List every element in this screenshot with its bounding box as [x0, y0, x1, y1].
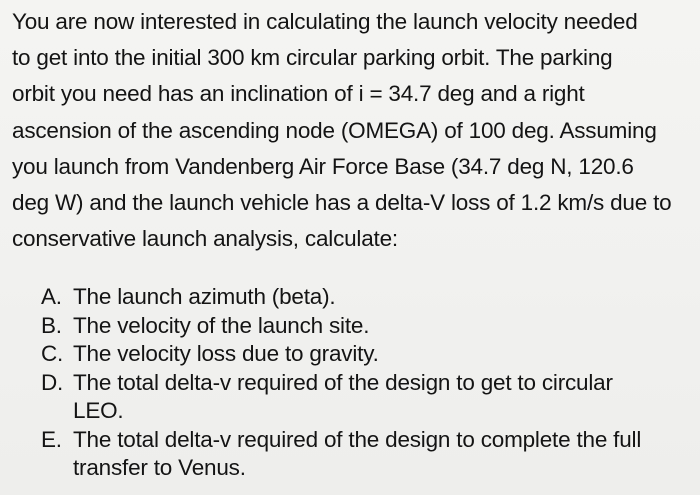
problem-statement: [12, 4, 696, 257]
question-marker: B.: [41, 312, 62, 338]
question-list: [41, 283, 691, 483]
question-item-e: [41, 426, 691, 483]
question-marker: D.: [41, 369, 64, 395]
question-line: The velocity loss due to gravity.: [73, 341, 379, 366]
question-line: The total delta-v required of the design to get to circular: [73, 369, 613, 395]
question-text: [73, 283, 691, 312]
question-marker: E.: [41, 426, 62, 452]
question-line: The launch azimuth (beta).: [73, 284, 336, 309]
statement-line: orbit you need has an inclination of i = 34.7 deg and a right: [12, 81, 585, 107]
statement-line: you launch from Vandenberg Air Force Base (34.7 deg N, 120.6: [12, 153, 634, 179]
question-line: LEO.: [73, 398, 124, 423]
question-marker: C.: [41, 341, 64, 366]
statement-line: deg W) and the launch vehicle has a delta-V loss of 1.2 km/s due to: [12, 190, 672, 216]
question-item-d: [41, 369, 691, 426]
question-marker: A.: [41, 284, 62, 309]
question-item-a: [41, 283, 691, 312]
question-item-c: [41, 340, 691, 369]
question-line: The velocity of the launch site.: [73, 312, 370, 338]
question-line: The total delta-v required of the design to complete the full: [73, 426, 642, 452]
statement-line: ascension of the ascending node (OMEGA) of 100 deg. Assuming: [12, 117, 657, 143]
question-text: [73, 369, 691, 426]
statement-line: You are now interested in calculating the launch velocity needed: [12, 9, 638, 34]
question-text: [73, 426, 691, 483]
statement-line: to get into the initial 300 km circular parking orbit. The parking: [12, 45, 613, 71]
question-line: transfer to Venus.: [73, 455, 246, 480]
question-text: [73, 340, 691, 369]
question-item-b: [41, 312, 691, 341]
question-text: [73, 312, 691, 341]
statement-line: conservative launch analysis, calculate:: [12, 226, 398, 252]
